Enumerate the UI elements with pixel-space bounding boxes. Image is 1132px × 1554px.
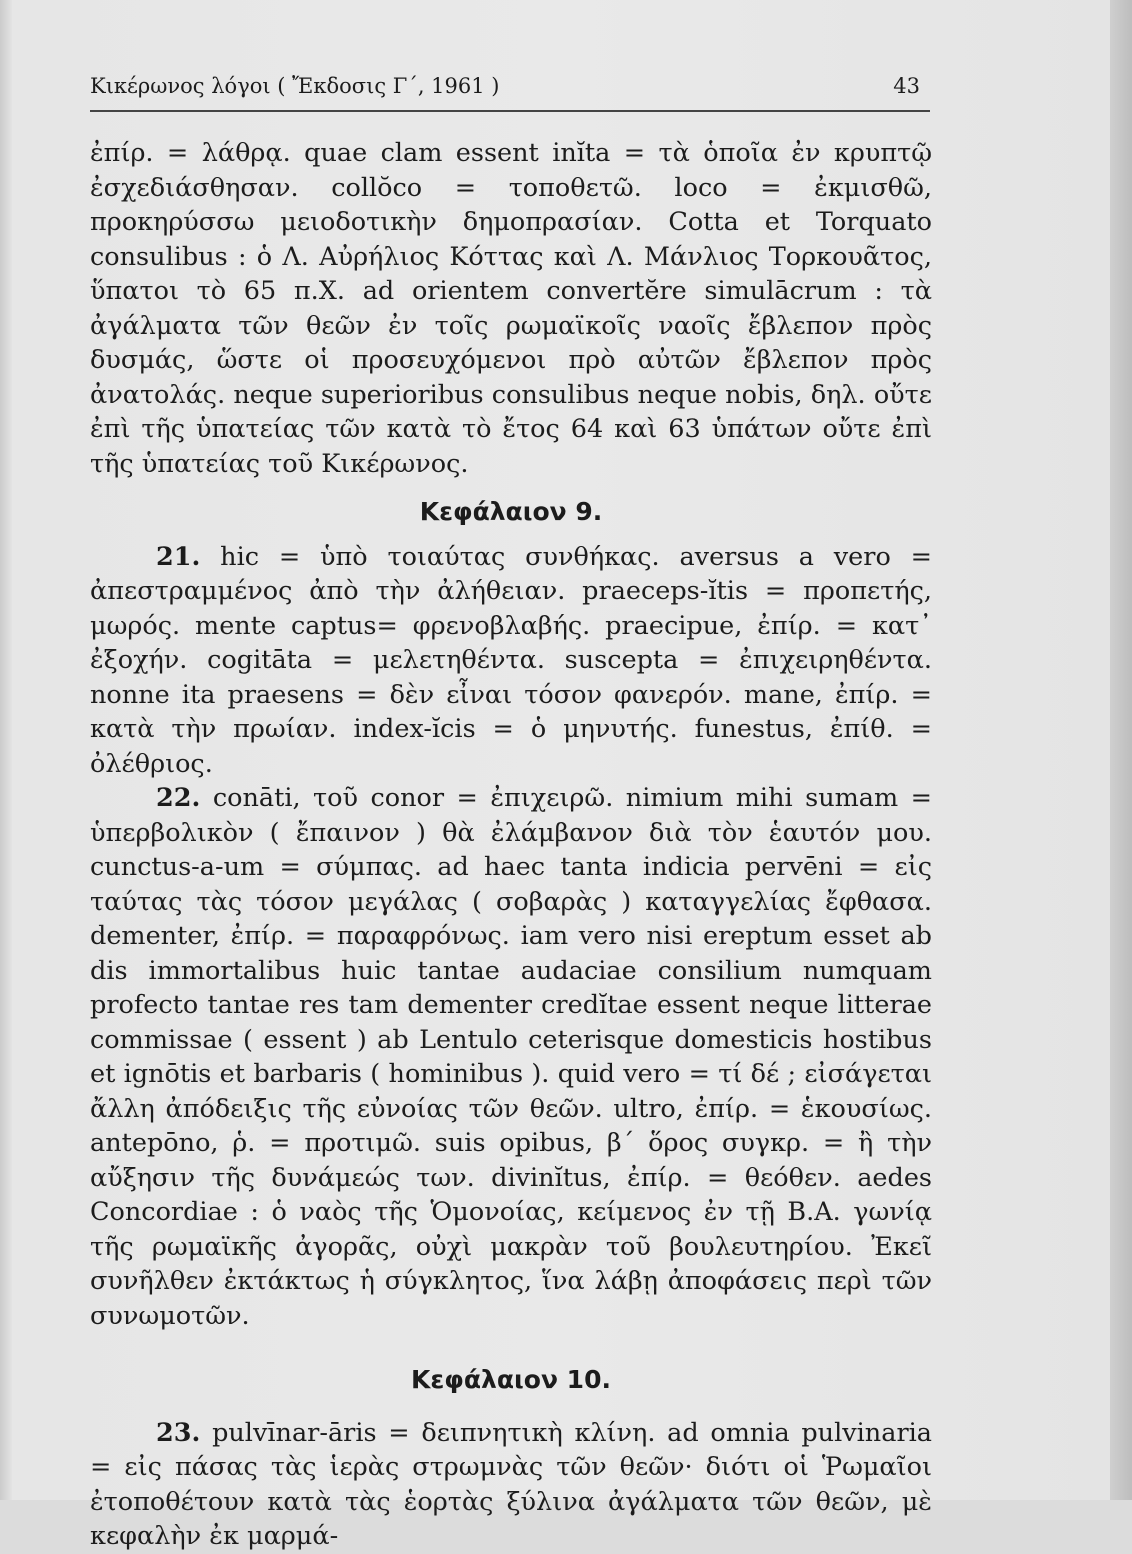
section-number: 22.	[156, 783, 201, 813]
paragraph-text: hic = ὑπὸ τοιαύτας συνθήκας. aversus a vero = ἀπεστραμμένος ἀπὸ τὴν ἀλήθειαν. praeceps-ĭtis = προπετής, μωρός. mente captus= φρενοβλαβής. praecipue, ἐπίρ. = κατ᾽ ἐξοχήν. cogitāta = μελετηθέντα. suscepta = ἐπιχειρηθέντα. nonne ita praesens = δὲν εἶναι τόσον φανερόν. mane, ἐπίρ. = κατὰ τὴν πρωίαν. index-ĭcis = ὁ μηνυτής. funestus, ἐπίθ. = ὀλέθριος.	[90, 541, 932, 779]
page-right-edge-shadow	[1110, 0, 1132, 1500]
running-header-title: Κικέρωνος λόγοι ( Ἔκδοσις Γ΄, 1961 )	[90, 74, 500, 98]
header-rule	[90, 110, 930, 112]
chapter-heading-10: Κεφάλαιον 10.	[411, 1365, 611, 1394]
paragraph-text: ἐπίρ. = λάθρᾳ. quae clam essent inĭta = τὰ ὁποῖα ἐν κρυπτῷ ἐσχεδιάσθησαν. collŏco = τοποθετῶ. loco = ἐκμισθῶ, προκηρύσσω μειοδοτικὴν δημοπρασίαν. Cotta et Torquato consulibus : ὁ Λ. Αὐρήλιος Κόττας καὶ Λ. Μάνλιος Τορκουᾶτος, ὕπατοι τὸ 65 π.Χ. ad orientem convertĕre simulācrum : τὰ ἀγάλματα τῶν θεῶν ἐν τοῖς ρωμαϊκοῖς ναοῖς ἔβλεπον πρὸς δυσμάς, ὥστε οἱ προσευχόμενοι πρὸ αὐτῶν ἔβλεπον πρὸς ἀνατολάς. neque superioribus consulibus neque nobis, δηλ. οὔτε ἐπὶ τῆς ὑπατείας τῶν κατὰ τὸ ἔτος 64 καὶ 63 ὑπάτων οὔτε ἐπὶ τῆς ὑπατείας τοῦ Κικέρωνος.	[90, 138, 932, 479]
paragraph-21	[90, 540, 932, 782]
section-number: 23.	[156, 1417, 201, 1448]
paragraph-continuation	[90, 136, 932, 481]
paragraph-22	[90, 781, 932, 1333]
running-header	[90, 74, 930, 104]
paragraph-text: pulvīnar-āris = δειπνητικὴ κλίνη. ad omnia pulvinaria = εἰς πάσας τὰς ἱερὰς στρωμνὰς τῶν θεῶν· διότι οἱ Ῥωμαῖοι ἐτοποθέτουν κατὰ τὰς ἑορτὰς ξύλινα ἀγάλματα τῶν θεῶν, μὲ κεφαλὴν ἐκ μαρμά-	[90, 1417, 932, 1551]
body-text	[90, 136, 932, 1554]
paragraph-23	[90, 1416, 932, 1554]
page-left-edge-shadow	[0, 0, 12, 1500]
page-number: 43	[893, 74, 920, 98]
paragraph-text: conāti, τοῦ conor = ἐπιχειρῶ. nimium mihi sumam = ὑπερβολικὸν ( ἔπαινον ) θὰ ἐλάμβανον διὰ τὸν ἑαυτόν μου. cunctus-a-um = σύμπας. ad haec tanta indicia pervēni = εἰς ταύτας τὰς τόσον μεγάλας ( σοβαρὰς ) καταγγελίας ἔφθασα. dementer, ἐπίρ. = παραφρόνως. iam vero nisi ereptum esset ab dis immortalibus huic tantae audaciae consilium numquam profecto tantae res tam dementer credĭtae essent neque litterae commissae ( essent ) ab Lentulo ceterisque domesticis hostibus et ignōtis et barbaris ( hominibus ). quid vero = τί δέ ; εἰσάγεται ἄλλη ἀπόδειξις τῆς εὐνοίας τῶν θεῶν. ultro, ἐπίρ. = ἑκουσίως. antepōno, ῥ. = προτιμῶ. suis opibus, β΄ ὅρος συγκρ. = ἢ τὴν αὔξησιν τῆς δυνάμεώς των. divinĭtus, ἐπίρ. = θεόθεν. aedes Concordiae : ὁ ναὸς τῆς Ὁμονοίας, κείμενος ἐν τῇ Β.Α. γωνίᾳ τῆς ρωμαϊκῆς ἀγορᾶς, οὐχὶ μακρὰν τοῦ βουλευτηρίου. Ἐκεῖ συνῆλθεν ἐκτάκτως ἡ σύγκλητος, ἵνα λάβῃ ἀποφάσεις περὶ τῶν συνωμοτῶν.	[90, 783, 932, 1331]
section-number: 21.	[156, 541, 201, 572]
chapter-heading-9: Κεφάλαιον 9.	[419, 497, 603, 526]
